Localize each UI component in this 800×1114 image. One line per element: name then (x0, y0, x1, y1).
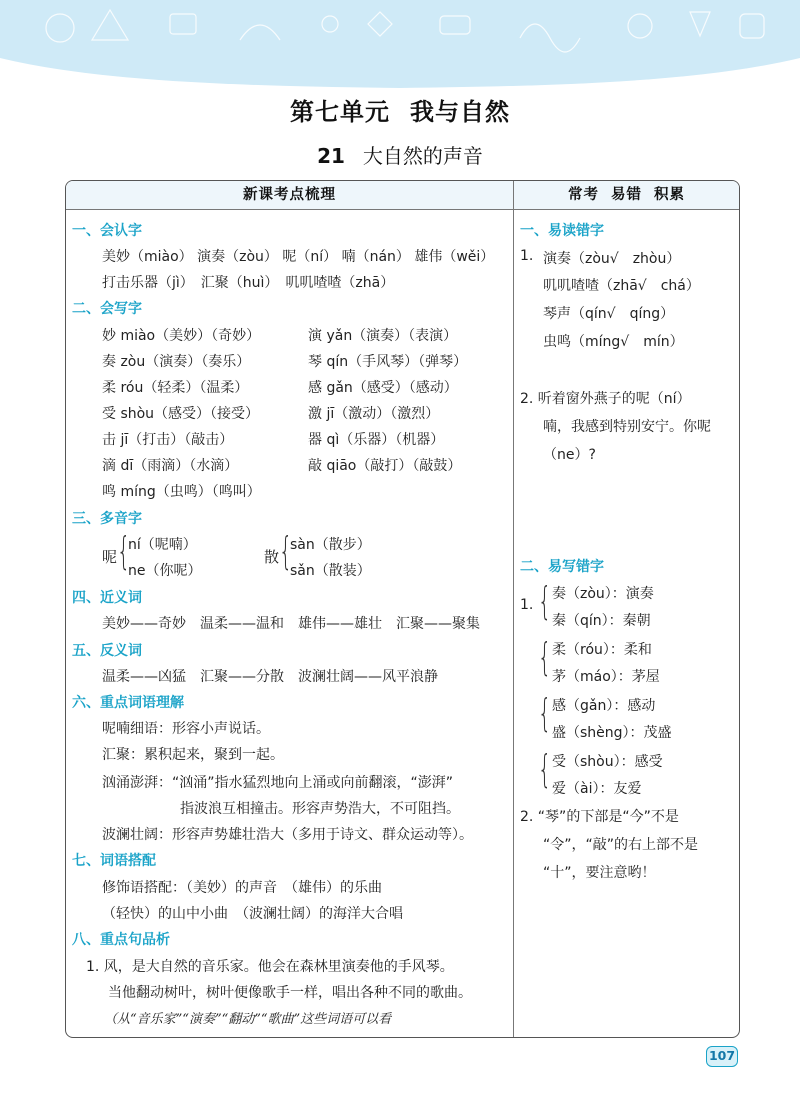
s1-line-1: 美妙（miào） 演奏（zòu） 呢（ní） 喃（nán） 雄伟（wěi） (102, 249, 495, 265)
column-divider (513, 181, 514, 1037)
r2-pair-3-b: 盛（shèng）：茂盛 (552, 725, 672, 741)
r1-word-3: 琴声（qín√ qíng） (543, 306, 675, 322)
polyphone-2-reading-b: sǎn（散装） (290, 563, 371, 579)
r1-word-1: 演奏（zòu√ zhòu） (543, 251, 681, 267)
term-2: 汇聚：累积起来，聚到一起。 (102, 747, 284, 763)
s2-row-4-right: 激 jī（激动）（激烈） (308, 406, 440, 422)
lesson-title: 21 大自然的声音 (317, 144, 483, 168)
right-section-title-2: 二、易写错字 (520, 559, 604, 575)
s2-row-2-left: 奏 zòu（演奏）（奏乐） (102, 354, 251, 370)
s2-row-4-left: 受 shòu（感受）（接受） (102, 406, 260, 422)
term-1: 呢喃细语：形容小声说话。 (102, 721, 270, 737)
sentence-1-line-2: 当他翻动树叶，树叶便像歌手一样，唱出各种不同的歌曲。 (108, 985, 472, 1001)
r1-q2-line-1: 2. 听着窗外燕子的呢（ní） (520, 391, 691, 407)
r2-pair-4-b: 爱（ài）：友爱 (552, 781, 642, 797)
r2-q2-line-1: 2. “琴”的下部是“今”不是 (520, 809, 679, 825)
brace-2: { (279, 529, 293, 573)
polyphone-char-2: 散 (264, 548, 280, 566)
section-title-5: 五、反义词 (72, 643, 142, 659)
left-column-header: 新课考点梳理 (66, 181, 513, 210)
r2-q2-line-2: “令”，“敲”的右上部不是 (543, 837, 699, 853)
r2-num-1: 1. (520, 597, 534, 613)
s2-row-7-left: 鸣 míng（虫鸣）（鸣叫） (102, 484, 261, 500)
section-title-7: 七、词语搭配 (72, 853, 156, 869)
polyphone-char-1: 呢 (102, 548, 118, 566)
polyphone-2-reading-a: sàn（散步） (290, 537, 371, 553)
r2-pair-4-a: 受（shòu）：感受 (552, 754, 663, 770)
s2-row-1-right: 演 yǎn（演奏）（表演） (308, 328, 458, 344)
s2-row-6-left: 滴 dī（雨滴）（水滴） (102, 458, 239, 474)
r1-num-1: 1. (520, 248, 534, 264)
sentence-1-note: （从“音乐家”“演奏”“翻动”“歌曲”这些词语可以看 (104, 1012, 392, 1027)
antonyms-line: 温柔——凶猛 汇聚——分散 波澜壮阔——风平浪静 (102, 669, 438, 685)
unit-title: 第七单元 我与自然 (290, 98, 510, 126)
r2-q2-line-3: “十”，要注意哟！ (543, 865, 656, 881)
s1-line-2: 打击乐器（jì） 汇聚（huì） 叽叽喳喳（zhā） (102, 275, 395, 291)
term-3: 汹涌澎湃：“汹涌”指水猛烈地向上涌或向前翻滚，“澎湃” (102, 775, 454, 791)
section-title-6: 六、重点词语理解 (72, 695, 184, 711)
right-column-header: 常考 易错 积累 (514, 181, 739, 210)
r1-q2-line-3: （ne）? (543, 447, 596, 463)
r2-pair-2-b: 茅（máo）：茅屋 (552, 669, 660, 685)
s2-row-3-left: 柔 róu（轻柔）（温柔） (102, 380, 249, 396)
r2-brace-3: { (538, 691, 552, 735)
polyphone-1-reading-a: ní（呢喃） (128, 537, 197, 553)
term-3-cont: 指波浪互相撞击。形容声势浩大，不可阻挡。 (180, 801, 460, 817)
section-title-1: 一、会认字 (72, 223, 142, 239)
right-section-title-1: 一、易读错字 (520, 223, 604, 239)
r2-pair-1-b: 秦（qín）：秦朝 (552, 613, 651, 629)
collocation-2: （轻快）的山中小曲 （波澜壮阔）的海洋大合唱 (102, 906, 403, 922)
section-title-3: 三、多音字 (72, 511, 142, 527)
r2-pair-1-a: 奏（zòu）：演奏 (552, 586, 654, 602)
r1-q2-line-2: 喃，我感到特别安宁。你呢 (543, 419, 711, 435)
r2-pair-2-a: 柔（róu）：柔和 (552, 642, 652, 658)
section-title-2: 二、会写字 (72, 301, 142, 317)
s2-row-5-right: 器 qì（乐器）（机器） (308, 432, 445, 448)
polyphone-1-reading-b: ne（你呢） (128, 563, 202, 579)
s2-row-5-left: 击 jī（打击）（敲击） (102, 432, 234, 448)
s2-row-3-right: 感 gǎn（感受）（感动） (308, 380, 458, 396)
sentence-1-line-1: 1. 风，是大自然的音乐家。他会在森林里演奏他的手风琴。 (86, 959, 454, 975)
r2-brace-2: { (538, 635, 552, 679)
page-number: 107 (706, 1046, 738, 1067)
r2-brace-1: { (538, 579, 552, 623)
s2-row-1-left: 妙 miào（美妙）（奇妙） (102, 328, 261, 344)
collocation-1: 修饰语搭配：（美妙）的声音 （雄伟）的乐曲 (102, 880, 382, 896)
synonyms-line: 美妙——奇妙 温柔——温和 雄伟——雄壮 汇聚——聚集 (102, 616, 480, 632)
section-title-8: 八、重点句品析 (72, 932, 170, 948)
section-title-4: 四、近义词 (72, 590, 142, 606)
term-4: 波澜壮阔：形容声势雄壮浩大（多用于诗文、群众运动等）。 (102, 827, 473, 843)
s2-row-2-right: 琴 qín（手风琴）（弹琴） (308, 354, 468, 370)
s2-row-6-right: 敲 qiāo（敲打）（敲鼓） (308, 458, 462, 474)
r1-word-4: 虫鸣（míng√ mín） (543, 334, 684, 350)
r1-word-2: 叽叽喳喳（zhā√ chá） (543, 278, 700, 294)
r2-brace-4: { (538, 747, 552, 791)
brace-1: { (117, 529, 131, 573)
r2-pair-3-a: 感（gǎn）：感动 (552, 698, 656, 714)
